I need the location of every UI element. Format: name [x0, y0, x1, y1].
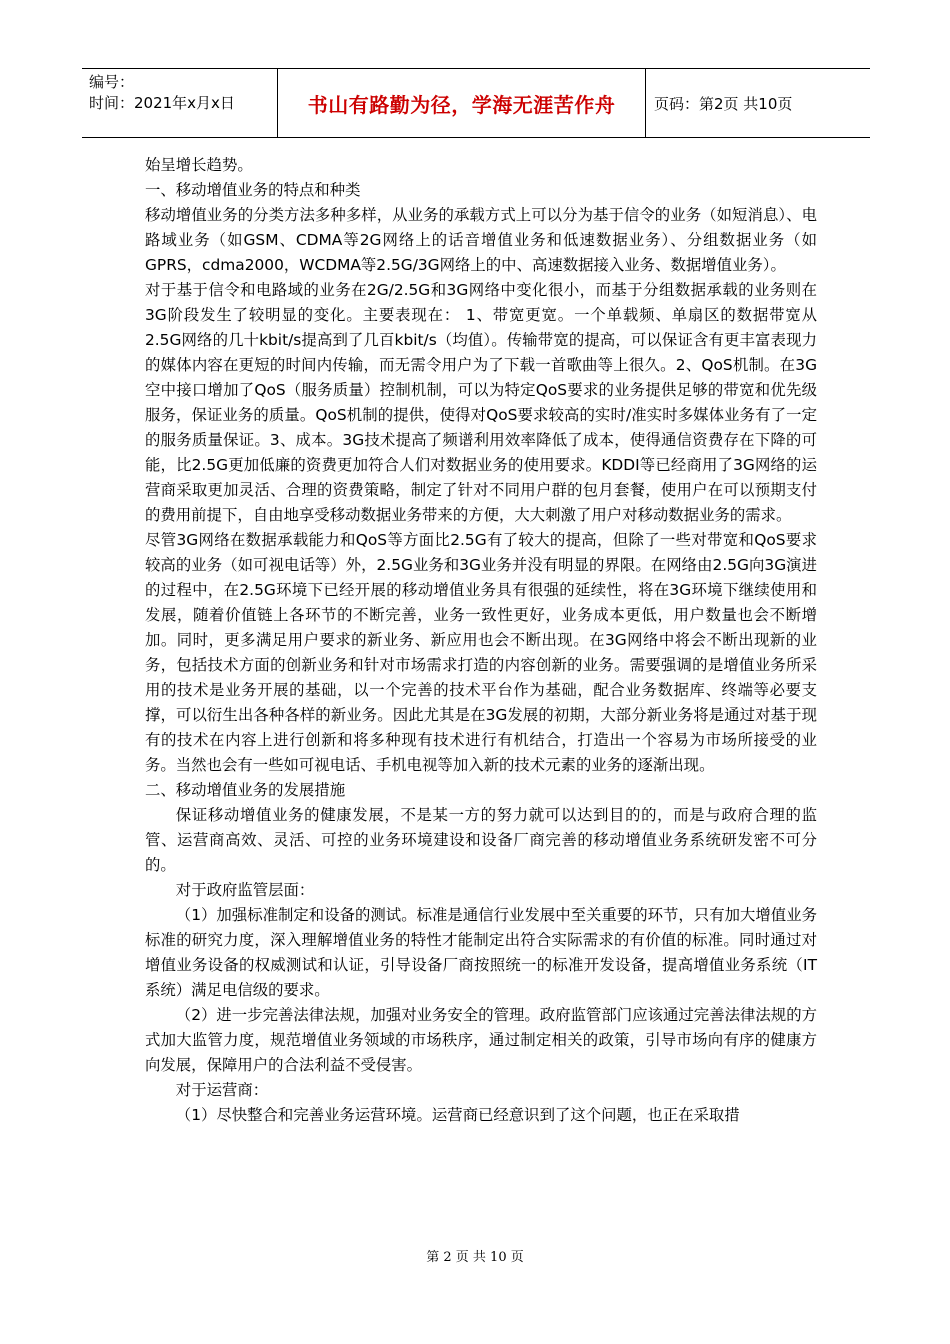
paragraph: 对于基于信令和电路域的业务在2G/2.5G和3G网络中变化很小，而基于分组数据承载的业务则在3G阶段发生了较明显的变化。主要表现在： 1、带宽更宽。一个单载频、单扇区的数据带宽从2.5G网络的几十kbit/s提高到了几百kbit/s（均值）。传输带宽的提高，可以保证含有更丰富表现力的媒体内容在更短的时间内传输，而无需令用户为了下载一首歌曲等上很久。2、QoS机制。在3G空中接口增加了QoS（服务质量）控制机制，可以为特定QoS要求的业务提供足够的带宽和优先级服务，保证业务的质量。QoS机制的提供，使得对QoS要求较高的实时/准实时多媒体业务有了一定的服务质量保证。3、成本。3G技术提高了频谱利用效率降低了成本，使得通信资费存在下降的可能，比2.5G更加低廉的资费更加符合人们对数据业务的使用要求。KDDI等已经商用了3G网络的运营商采取更加灵活、合理的资费策略，制定了针对不同用户群的包月套餐，使用户在可以预期支付的费用前提下，自由地享受移动数据业务带来的方便，大大刺激了用户对移动数据业务的需求。 — [145, 281, 817, 524]
list-item: （2）进一步完善法律法规，加强对业务安全的管理。政府监管部门应该通过完善法律法规的方式加大监管力度，规范增值业务领域的市场秩序，通过制定相关的政策，引导市场向有序的健康方向发展，保障用户的合法利益不受侵害。 — [145, 1006, 817, 1074]
section-heading-1: 一、移动增值业务的特点和种类 — [145, 181, 361, 199]
paragraph-continuation: 始呈增长趋势。 — [145, 156, 253, 174]
section-heading-2: 二、移动增值业务的发展措施 — [145, 781, 346, 799]
document-time-label: 时间：2021年x月x日 — [89, 94, 235, 112]
page-header — [82, 68, 870, 138]
header-page-number: 页码：第2页 共10页 — [654, 94, 793, 113]
header-motto: 书山有路勤为径，学海无涯苦作舟 — [278, 69, 646, 137]
paragraph: 尽管3G网络在数据承载能力和QoS等方面比2.5G有了较大的提高，但除了一些对带宽和QoS要求较高的业务（如可视电话等）外，2.5G业务和3G业务并没有明显的界限。在网络由2.5G向3G演进的过程中，在2.5G环境下已经开展的移动增值业务具有很强的延续性，将在3G环境下继续使用和发展，随着价值链上各环节的不断完善，业务一致性更好，业务成本更低，用户数量也会不断增加。同时，更多满足用户要求的新业务、新应用也会不断出现。在3G网络中将会不断出现新的业务，包括技术方面的创新业务和针对市场需求打造的内容创新的业务。需要强调的是增值业务所采用的技术是业务开展的基础，以一个完善的技术平台作为基础，配合业务数据库、终端等必要支撑，可以衍生出各种各样的新业务。因此尤其是在3G发展的初期，大部分新业务将是通过对基于现有的技术在内容上进行创新和将多种现有技术进行有机结合，打造出一个容易为市场所接受的业务。当然也会有一些如可视电话、手机电视等加入新的技术元素的业务的逐渐出现。 — [145, 531, 817, 774]
header-info-cell — [82, 69, 278, 137]
list-item: （1）加强标准制定和设备的测试。标准是通信行业发展中至关重要的环节，只有加大增值业务标准的研究力度，深入理解增值业务的特性才能制定出符合实际需求的有价值的标准。同时通过对增值业务设备的权威测试和认证，引导设备厂商按照统一的标准开发设备，提高增值业务系统（IT系统）满足电信级的要求。 — [145, 906, 817, 999]
list-item: （1）尽快整合和完善业务运营环境。运营商已经意识到了这个问题，也正在采取措 — [175, 1106, 740, 1124]
document-number-label: 编号： — [89, 73, 135, 91]
document-body — [145, 153, 817, 1128]
subheading-operators: 对于运营商： — [175, 1081, 269, 1099]
paragraph: 保证移动增值业务的健康发展，不是某一方的努力就可以达到目的的，而是与政府合理的监管、运营商高效、灵活、可控的业务环境建设和设备厂商完善的移动增值业务系统研发密不可分的。 — [145, 806, 817, 874]
page-footer: 第 2 页 共 10 页 — [426, 1250, 524, 1265]
paragraph: 移动增值业务的分类方法多种多样，从业务的承载方式上可以分为基于信令的业务（如短消息）、电路域业务（如GSM、CDMA等2G网络上的话音增值业务和低速数据业务）、分组数据业务（如GPRS，cdma2000，WCDMA等2.5G/3G网络上的中、高速数据接入业务、数据增值业务）。 — [145, 206, 817, 274]
subheading-government: 对于政府监管层面： — [175, 881, 315, 899]
